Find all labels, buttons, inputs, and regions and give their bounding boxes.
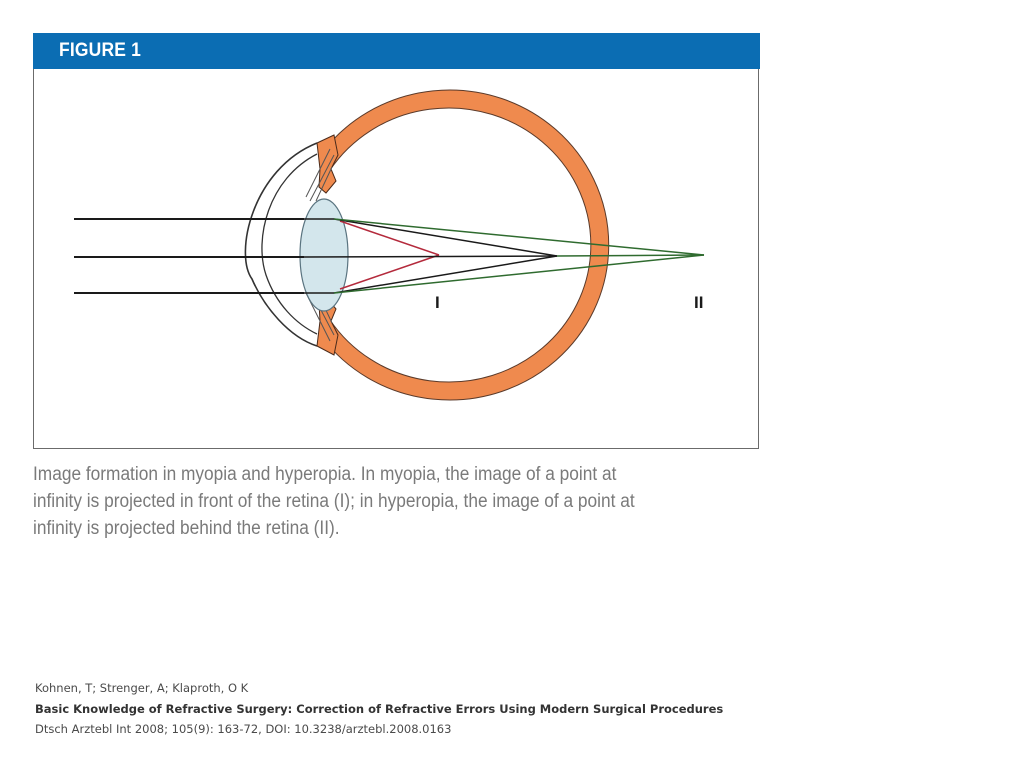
label-myopia-point: I xyxy=(435,293,440,312)
hyperopia-ray-bottom xyxy=(334,255,704,293)
figure-header xyxy=(33,33,760,69)
sclera xyxy=(321,90,609,400)
figure-caption: Image formation in myopia and hyperopia. In myopia, the image of a point at infinity is projected in front of the retina (I); in hyperopia, the image of a point at infinity is projected behind the retina (II). xyxy=(33,464,635,539)
emmetropia-ray-middle xyxy=(304,256,557,257)
lens xyxy=(300,199,348,311)
citation-authors: Kohnen, T; Strenger, A; Klaproth, O K xyxy=(35,681,249,695)
figure-label: FIGURE 1 xyxy=(59,40,142,61)
eye-diagram xyxy=(34,69,758,448)
label-hyperopia-point: II xyxy=(694,293,704,312)
citation-block xyxy=(35,678,735,740)
myopia-ray-top xyxy=(340,221,439,255)
hyperopia-ray-middle xyxy=(557,255,704,256)
citation-source: Dtsch Arztebl Int 2008; 105(9): 163-72, DOI: 10.3238/arztebl.2008.0163 xyxy=(35,722,452,736)
citation-title: Basic Knowledge of Refractive Surgery: Correction of Refractive Errors Using Modern Surgical Procedures xyxy=(35,701,724,716)
emmetropia-ray-bottom xyxy=(334,256,557,293)
